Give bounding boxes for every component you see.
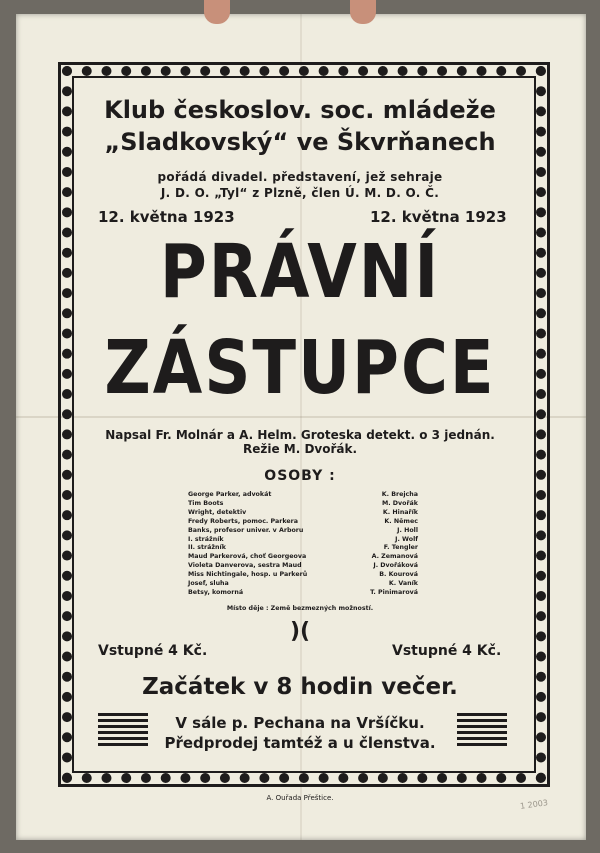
venue-line: V sále p. Pechana na Vršíčku. — [175, 714, 425, 732]
date-left: 12. května 1923 — [98, 208, 235, 226]
admission-left: Vstupné 4 Kč. — [98, 643, 208, 659]
cast-row: Tim Boots M. Dvořák — [188, 499, 418, 507]
ornament-icon: )( — [290, 619, 311, 644]
club-name-line1: Klub českoslov. soc. mládeže — [104, 96, 496, 124]
pencil-note: 1 2003 — [519, 798, 549, 811]
cast-row: Josef, sluha K. Vaník — [188, 580, 418, 588]
start-time: Začátek v 8 hodin večer. — [142, 674, 458, 700]
organizer-line2: J. D. O. „Tyl“ z Plzně, člen Ú. M. D. O. Č. — [160, 186, 440, 200]
play-title-line1: PRÁVNÍ — [159, 230, 441, 316]
cast-list — [188, 491, 418, 598]
play-title-line2: ZÁSTUPCE — [104, 326, 496, 412]
date-right: 12. května 1923 — [370, 208, 507, 226]
printer-credit: A. Ouřada Přeštice. — [266, 794, 334, 802]
cast-row: Wright, detektiv K. Hinařík — [188, 508, 418, 516]
club-name-line2: „Sladkovský“ ve Škvrňanech — [104, 128, 496, 156]
cast-heading: OSOBY : — [264, 468, 336, 484]
finger-left — [204, 0, 230, 24]
setting-line: Místo děje : Země bezmezných možností. — [226, 605, 374, 612]
cast-row: Miss Nichtingale, hosp. u Parkerů B. Kourová — [188, 571, 418, 579]
presale-line: Předprodej tamtéž a u členstva. — [164, 734, 436, 752]
cast-row: Violeta Danverova, sestra Maud J. Dvořáková — [188, 562, 418, 570]
cast-row: II. strážník F. Tengler — [188, 544, 418, 552]
cast-row: Betsy, komorná T. Pinimarová — [188, 588, 418, 596]
cast-row: Banks, profesor univer. v Arboru J. Holl — [188, 526, 418, 534]
organizer-line1: pořádá divadel. představení, jež sehraje — [157, 170, 443, 184]
author-line: Napsal Fr. Molnár a A. Helm. Groteska detekt. o 3 jednán. — [105, 428, 495, 442]
director-line: Režie M. Dvořák. — [242, 442, 358, 456]
cast-row: George Parker, advokát K. Brejcha — [188, 491, 418, 498]
finger-right — [350, 0, 376, 24]
cast-row: Fredy Roberts, pomoc. Parkera K. Němec — [188, 517, 418, 525]
admission-right: Vstupné 4 Kč. — [392, 643, 502, 659]
cast-row: I. strážník J. Wolf — [188, 535, 418, 543]
cast-row: Maud Parkerová, choť Georgeova A. Zemanová — [188, 553, 418, 561]
